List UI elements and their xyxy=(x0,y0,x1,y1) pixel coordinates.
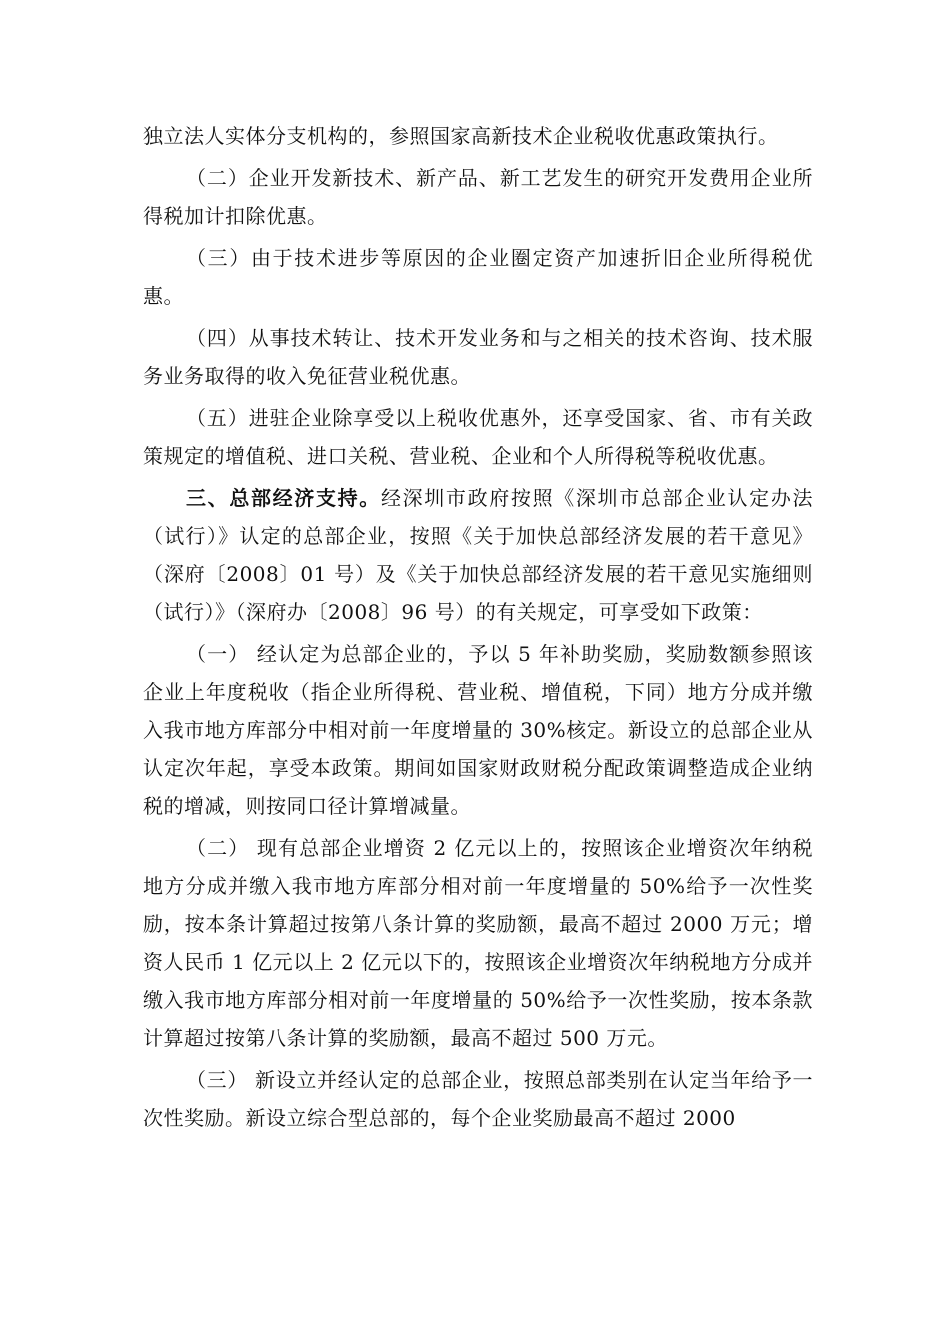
paragraph-section-3-item-2: （二） 现有总部企业增资 2 亿元以上的，按照该企业增资次年纳税地方分成并缴入我市地方库部分相对前一年度增量的 50%给予一次性奖励，按本条计算超过按第八条计算的奖励额，最高不超过 2000 万元；增资人民币 1 亿元以上 2 亿元以下的，按照该企业增资次年纳税地方分成并缴入我市地方库部分相对前一年度增量的 50%给予一次性奖励，按本条款计算超过按第八条计算的奖励额，最高不超过 500 万元。 xyxy=(143,836,813,1050)
paragraph-section-3-item-1: （一） 经认定为总部企业的，予以 5 年补助奖励，奖励数额参照该企业上年度税收（指企业所得税、营业税、增值税，下同）地方分成并缴入我市地方库部分中相对前一年度增量的 30%核定。新设立的总部企业从认定次年起，享受本政策。期间如国家财政财税分配政策调整造成企业纳税的增减，则按同口径计算增减量。 xyxy=(143,642,813,818)
section-3-heading: 三、总部经济支持。 xyxy=(186,486,381,510)
paragraph-continuation: 独立法人实体分支机构的，参照国家高新技术企业税收优惠政策执行。 xyxy=(143,124,779,148)
paragraph-item-2: （二）企业开发新技术、新产品、新工艺发生的研究开发费用企业所得税加计扣除优惠。 xyxy=(143,166,813,228)
document-body xyxy=(143,117,813,1141)
paragraph-section-3 xyxy=(143,479,813,631)
paragraph-section-3-item-3: （三） 新设立并经认定的总部企业，按照总部类别在认定当年给予一次性奖励。新设立综合型总部的，每个企业奖励最高不超过 2000 xyxy=(143,1068,813,1130)
paragraph-item-5: （五）进驻企业除享受以上税收优惠外，还享受国家、省、市有关政策规定的增值税、进口关税、营业税、企业和个人所得税等税收优惠。 xyxy=(143,406,813,468)
paragraph-item-4: （四）从事技术转让、技术开发业务和与之相关的技术咨询、技术服务业务取得的收入免征营业税优惠。 xyxy=(143,326,813,388)
section-3-body: 经深圳市政府按照《深圳市总部企业认定办法（试行）》认定的总部企业，按照《关于加快总部经济发展的若干意见》（深府〔2008〕01 号）及《关于加快总部经济发展的若干意见实施细则（试行）》（深府办〔2008〕96 号）的有关规定，可享受如下政策： xyxy=(143,486,814,624)
paragraph-item-3: （三）由于技术进步等原因的企业圈定资产加速折旧企业所得税优惠。 xyxy=(143,246,813,308)
